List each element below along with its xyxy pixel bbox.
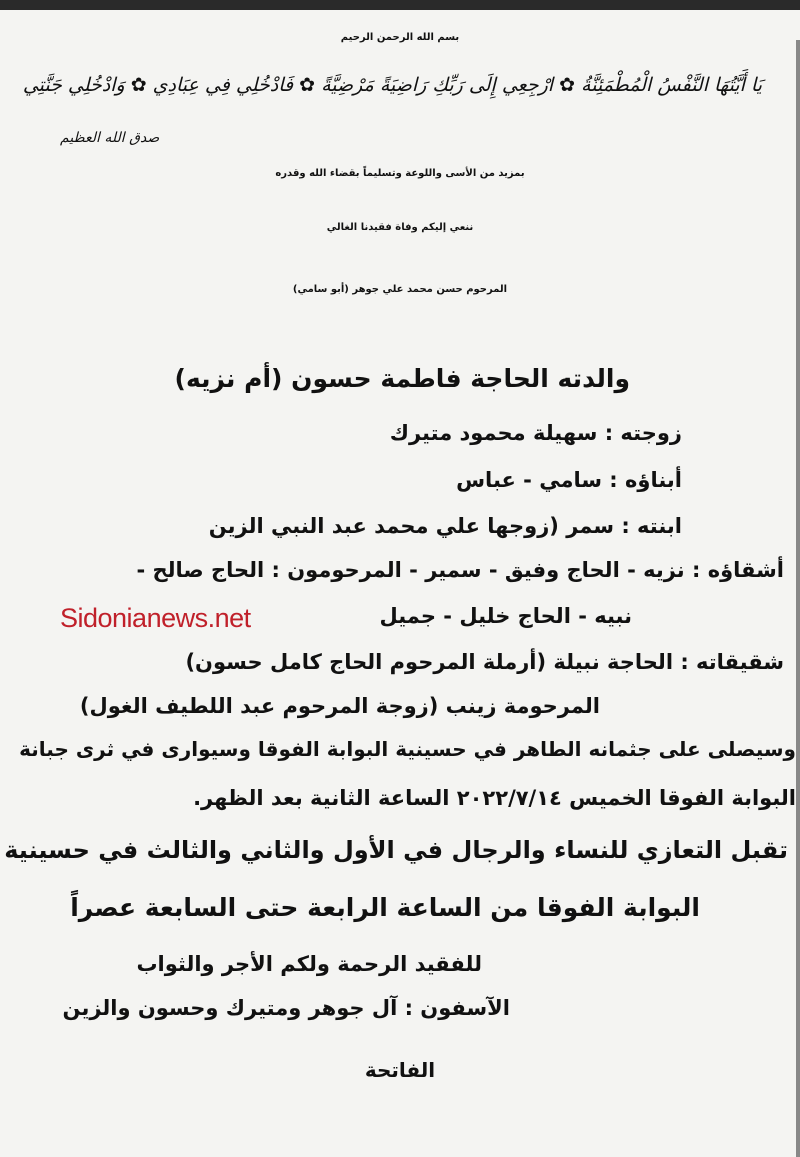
brothers-line-1: أشقاؤه : نزيه - الحاج وفيق - سمير - المرحومون : الحاج صالح - bbox=[136, 558, 784, 582]
intro-line-1: بمزيد من الأسى واللوعة وتسليماً بقضاء الله وقدره bbox=[275, 168, 525, 179]
wife-line: زوجته : سهيلة محمود متيرك bbox=[389, 421, 682, 445]
brothers-line-2: نبيه - الحاج خليل - جميل bbox=[379, 604, 632, 628]
quran-verse: يَا أَيَّتُهَا النَّفْسُ الْمُطْمَئِنَّةُ ✿ ارْجِعِي إِلَى رَبِّكِ رَاضِيَةً مَرْضِيَّةً ✿ فَادْخُلِي فِي عِبَادِي ✿ وَادْخُلِي جَنَّتِي bbox=[22, 74, 762, 96]
mourners-line: الآسفون : آل جوهر ومتيرك وحسون والزين bbox=[62, 996, 510, 1020]
condolences-line-1: تقبل التعازي للنساء والرجال في الأول والثاني والثالث في حسينية bbox=[4, 836, 788, 864]
verse-closing: صدق الله العظيم bbox=[60, 130, 160, 146]
condolences-line-2: البوابة الفوقا من الساعة الرابعة حتى السابعة عصراً bbox=[70, 893, 700, 922]
fatiha-heading: الفاتحة bbox=[364, 1058, 436, 1082]
mother-line: والدته الحاجة فاطمة حسون (أم نزيه) bbox=[174, 364, 630, 393]
intro-line-2: ننعي إليكم وفاة فقيدنا الغالي bbox=[326, 222, 474, 233]
sons-line: أبناؤه : سامي - عباس bbox=[456, 468, 682, 492]
daughter-line: ابنته : سمر (زوجها علي محمد عبد النبي الزين bbox=[208, 514, 682, 538]
funeral-line-1: وسيصلى على جثمانه الطاهر في حسينية البوابة الفوقا وسيوارى في ثرى جبانة bbox=[19, 737, 796, 761]
prayer-line: للفقيد الرحمة ولكم الأجر والثواب bbox=[136, 952, 482, 976]
sisters-line-1: شقيقاته : الحاجة نبيلة (أرملة المرحوم الحاج كامل حسون) bbox=[185, 650, 784, 674]
sisters-line-2: المرحومة زينب (زوجة المرحوم عبد اللطيف الغول) bbox=[79, 694, 600, 718]
watermark: Sidonianews.net bbox=[60, 603, 251, 633]
basmala: بسم الله الرحمن الرحيم bbox=[340, 32, 460, 43]
deceased-name: المرحوم حسن محمد علي جوهر (أبو سامي) bbox=[292, 284, 508, 295]
funeral-line-2: البوابة الفوقا الخميس ٢٠٢٢/٧/١٤ الساعة الثانية بعد الظهر. bbox=[193, 786, 796, 810]
